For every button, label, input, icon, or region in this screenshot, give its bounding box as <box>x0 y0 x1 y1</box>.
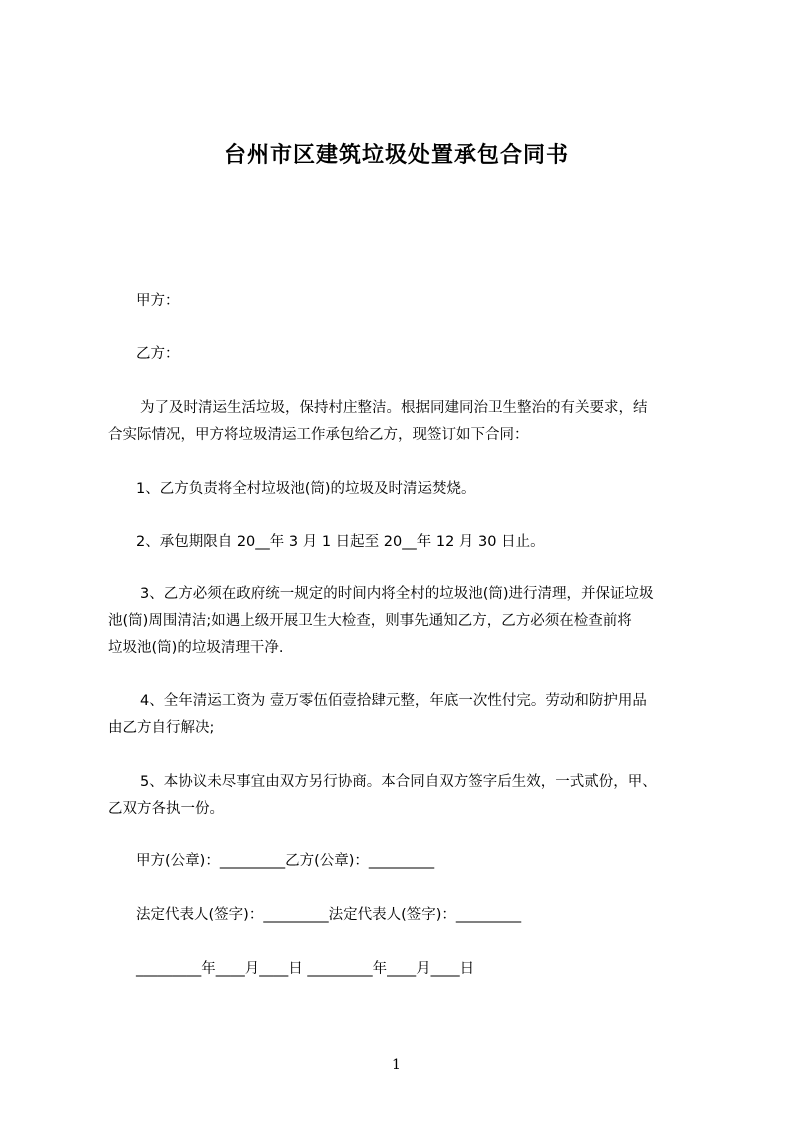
clause-3-line-2: 池(筒)周围清洁;如遇上级开展卫生大检查，则事先通知乙方，乙方必须在检查前将 <box>108 613 632 629</box>
seal-signature-line: 甲方(公章)：_________乙方(公章)：_________ <box>136 853 435 869</box>
clause-4-line-2: 由乙方自行解决; <box>108 720 215 736</box>
party-a-label: 甲方： <box>136 293 180 309</box>
clause-5-line-2: 乙双方各执一份。 <box>108 801 224 817</box>
representative-signature-line: 法定代表人(签字)：_________法定代表人(签字)：_________ <box>136 907 522 923</box>
date-line: _________年____月____日 _________年____月____日 <box>136 961 475 977</box>
intro-line-2: 合实际情况，甲方将垃圾清运工作承包给乙方，现签订如下合同： <box>108 427 529 443</box>
intro-line-1: 为了及时清运生活垃圾，保持村庄整洁。根据同建同治卫生整治的有关要求，结 <box>140 400 648 416</box>
clause-1: 1、乙方负责将全村垃圾池(筒)的垃圾及时清运焚烧。 <box>136 481 476 497</box>
clause-3-line-3: 垃圾池(筒)的垃圾清理干净. <box>108 640 284 656</box>
clause-2: 2、承包期限自 20__年 3 月 1 日起至 20__年 12 月 30 日止。 <box>136 534 545 550</box>
page-number: 1 <box>392 1057 401 1073</box>
clause-5-line-1: 5、本协议未尽事宜由双方另行协商。本合同自双方签字后生效，一式贰份，甲、 <box>140 774 657 790</box>
clause-3-line-1: 3、乙方必须在政府统一规定的时间内将全村的垃圾池(筒)进行清理，并保证垃圾 <box>140 586 654 602</box>
document-title: 台州市区建筑垃圾处置承包合同书 <box>223 143 569 168</box>
clause-4-line-1: 4、全年清运工资为 壹万零伍佰壹拾肆元整，年底一次性付完。劳动和防护用品 <box>140 693 647 709</box>
party-b-label: 乙方： <box>136 346 180 362</box>
